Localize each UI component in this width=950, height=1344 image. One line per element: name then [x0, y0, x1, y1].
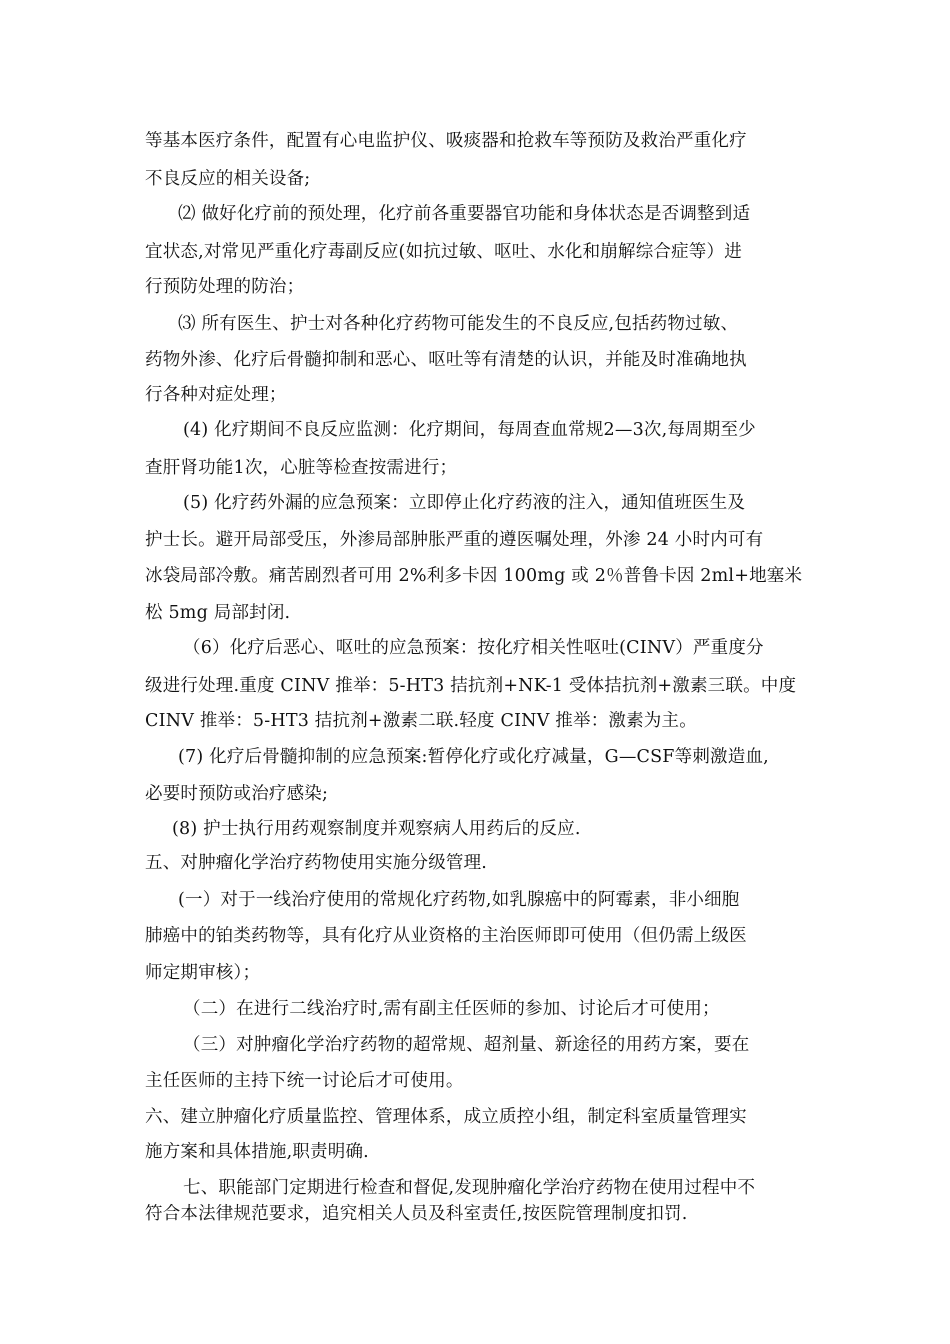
- text-line: 松 5mg 局部封闭.: [145, 603, 291, 623]
- text-line: (5) 化疗药外漏的应急预案：立即停止化疗药液的注入，通知值班医生及: [183, 493, 746, 513]
- text-line: 冰袋局部冷敷。痛苦剧烈者可用 2%利多卡因 100mg 或 2％普鲁卡因 2ml+地塞米: [145, 566, 803, 586]
- text-line: 等基本医疗条件，配置有心电监护仪、吸痰器和抢救车等预防及救治严重化疗: [145, 131, 747, 151]
- text-line: 不良反应的相关设备;: [145, 169, 311, 189]
- text-line: 查肝肾功能1次，心脏等检查按需进行；: [145, 458, 458, 478]
- section-heading: 七、职能部门定期进行检查和督促,发现肿瘤化学治疗药物在使用过程中不: [183, 1178, 756, 1198]
- text-line: 师定期审核）；: [145, 963, 261, 983]
- text-line: 施方案和具体措施,职责明确.: [145, 1142, 369, 1162]
- text-line: (8) 护士执行用药观察制度并观察病人用药后的反应.: [172, 819, 581, 839]
- text-line: 护士长。避开局部受压，外渗局部肿胀严重的遵医嘱处理，外渗 24 小时内可有: [145, 530, 764, 550]
- text-line: （二）在进行二线治疗时,需有副主任医师的参加、讨论后才可使用；: [183, 999, 720, 1019]
- section-heading: 五、对肿瘤化学治疗药物使用实施分级管理.: [145, 853, 488, 873]
- text-line: 药物外渗、化疗后骨髓抑制和恶心、呕吐等有清楚的认识，并能及时准确地执: [145, 350, 747, 370]
- text-line: (一）对于一线治疗使用的常规化疗药物,如乳腺癌中的阿霉素，非小细胞: [178, 890, 740, 910]
- text-line: 肺癌中的铂类药物等，具有化疗从业资格的主治医师即可使用（但仍需上级医: [145, 926, 747, 946]
- text-line: （6）化疗后恶心、呕吐的应急预案：按化疗相关性呕吐(CINV）严重度分: [183, 638, 764, 658]
- text-line: 宜状态,对常见严重化疗毒副反应(如抗过敏、呕吐、水化和崩解综合症等）进: [145, 242, 742, 262]
- section-heading: 六、建立肿瘤化疗质量监控、管理体系，成立质控小组，制定科室质量管理实: [145, 1107, 747, 1127]
- text-line: ⑶ 所有医生、护士对各种化疗药物可能发生的不良反应,包括药物过敏、: [178, 314, 739, 334]
- text-line: 主任医师的主持下统一讨论后才可使用。: [145, 1071, 464, 1091]
- text-line: (4) 化疗期间不良反应监测：化疗期间，每周查血常规2—3次,每周期至少: [183, 420, 756, 440]
- text-line: （三）对肿瘤化学治疗药物的超常规、超剂量、新途径的用药方案，要在: [183, 1035, 750, 1055]
- text-line: 行各种对症处理；: [145, 385, 287, 405]
- text-line: CINV 推举：5-HT3 拮抗剂+激素二联.轻度 CINV 推举：激素为主。: [145, 711, 697, 731]
- text-line: 行预防处理的防治；: [145, 277, 305, 297]
- text-line: ⑵ 做好化疗前的预处理，化疗前各重要器官功能和身体状态是否调整到适: [178, 204, 751, 224]
- text-line: 符合本法律规范要求，追究相关人员及科室责任,按医院管理制度扣罚.: [145, 1204, 688, 1224]
- text-line: (7) 化疗后骨髓抑制的应急预案:暂停化疗或化疗减量，G—CSF等刺激造血,: [178, 747, 769, 767]
- text-line: 必要时预防或治疗感染;: [145, 784, 329, 804]
- text-line: 级进行处理.重度 CINV 推举：5-HT3 拮抗剂+NK-1 受体拮抗剂+激素三联。中度: [145, 676, 797, 696]
